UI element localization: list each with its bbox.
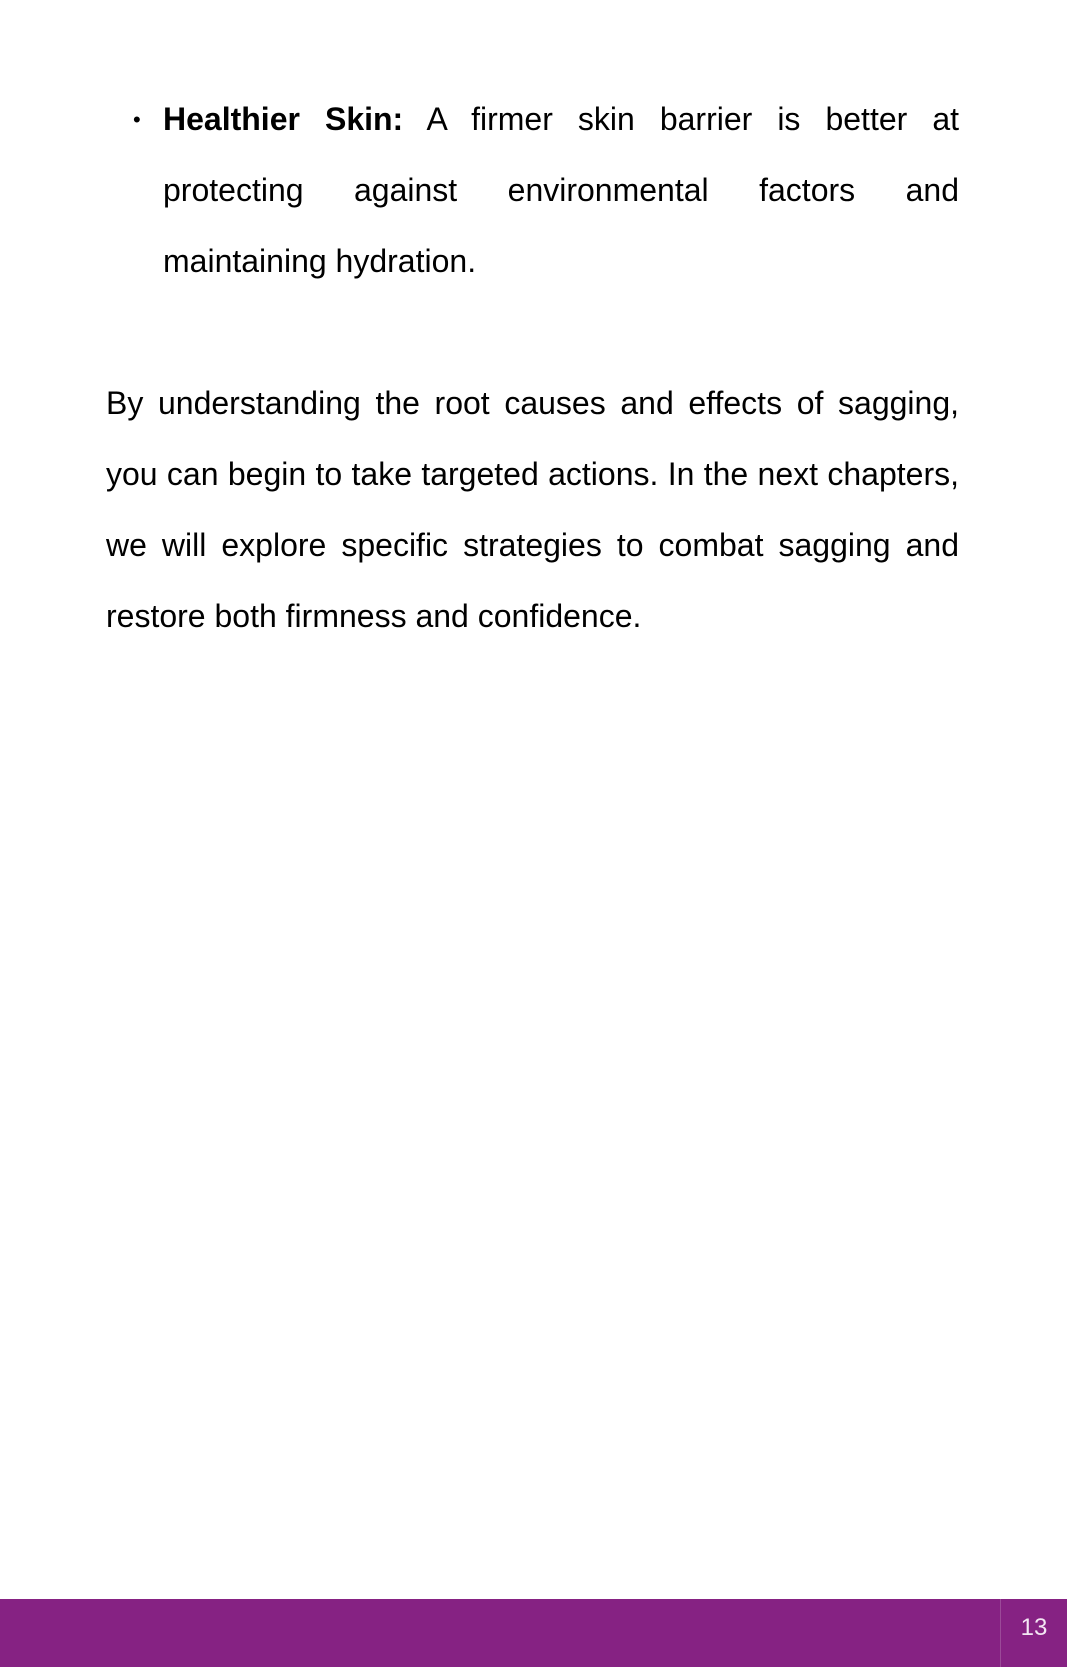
bullet-marker: •: [133, 107, 141, 132]
footer-bar: [0, 1599, 1067, 1667]
page-number: 13: [1000, 1599, 1067, 1667]
bullet-list: [106, 84, 959, 297]
body-paragraph: By understanding the root causes and effects of sagging, you can begin to take targeted actions. In the next chapters, we will explore specific strategies to combat sagging and restore both firmness and confidence.: [106, 385, 959, 634]
list-item: [133, 84, 959, 297]
bullet-text: A firmer skin barrier is better at protecting against environmental factors and maintaining hydration.: [163, 101, 959, 279]
page-content: [106, 84, 959, 652]
bullet-term: Healthier Skin:: [163, 101, 404, 137]
